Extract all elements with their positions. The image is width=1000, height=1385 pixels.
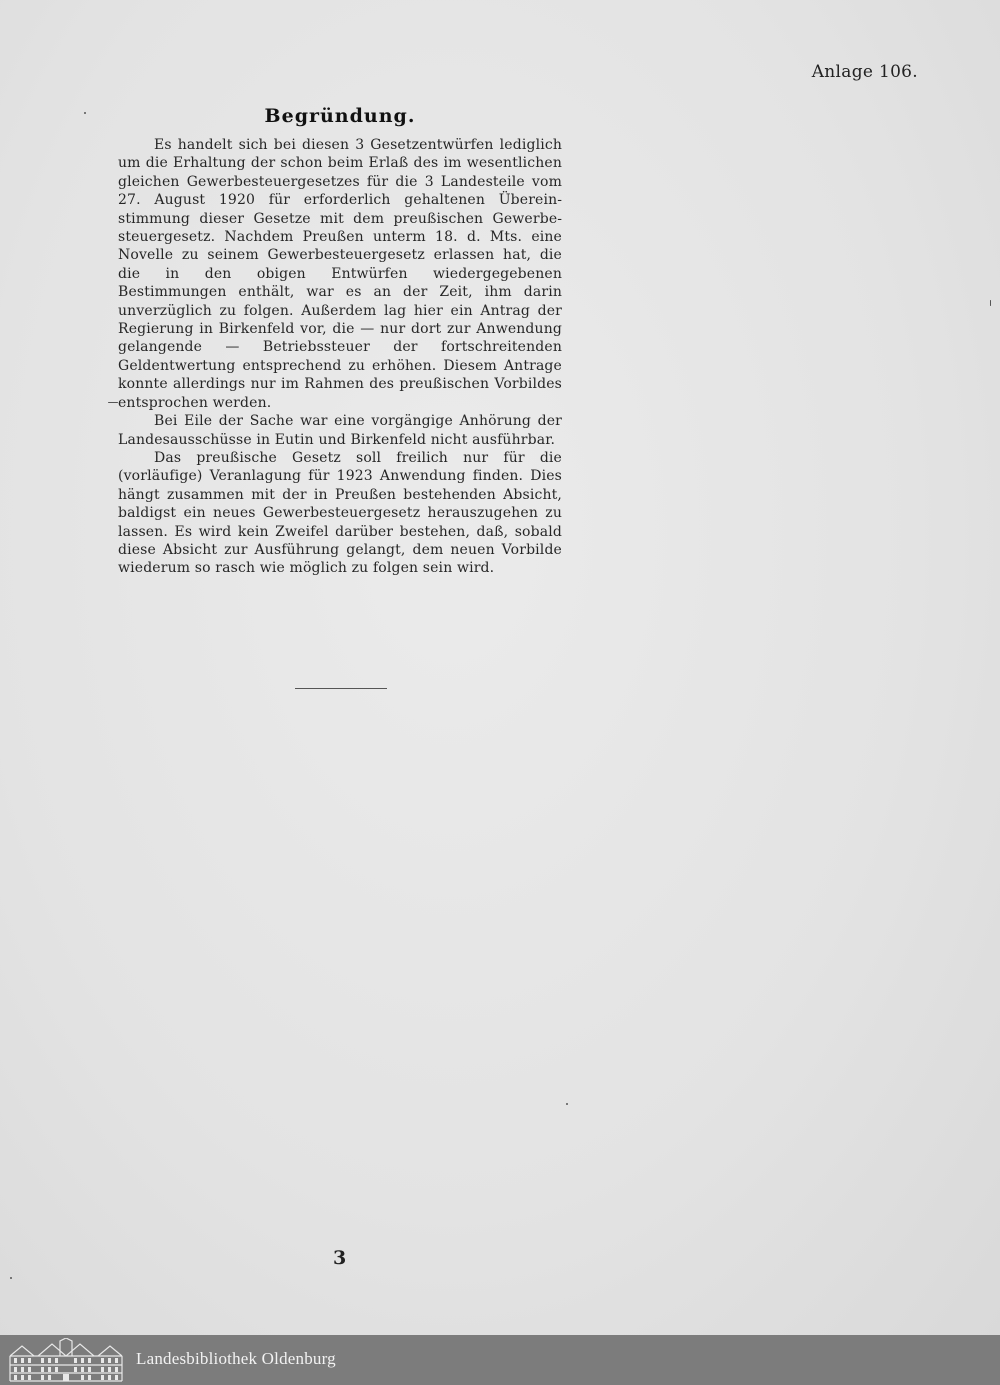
page-number: 3 — [333, 1247, 347, 1269]
scan-speck — [566, 1103, 568, 1105]
paragraph-1: Es handelt sich bei diesen 3 Gesetzentwürfen lediglich um die Erhaltung der schon beim Erlaß des im wesentlichen gleichen Gewerbesteuergesetzes für die 3 Landesteile vom 27. August 1920 für erforderlich gehaltenen Übereinstimmung dieser Gesetze mit dem preußischen Gewerbesteuergesetz. Nachdem Preußen unterm 18. d. Mts. eine Novelle zu seinem Gewerbesteuergesetz erlassen hat, die die in den obigen Entwürfen wiedergegebenen Bestimmungen enthält, war es an der Zeit, ihm darin unverzüglich zu folgen. Außerdem lag hier ein Antrag der Regierung in Birkenfeld vor, die — nur dort zur Anwendung gelangende — Betriebssteuer der fortschreitenden Geldentwertung entsprechend zu erhöhen. Diesem Antrage konnte allerdings nur im Rahmen des preußischen Vorbildes entsprochen werden. — [118, 137, 562, 411]
scan-speck — [108, 402, 118, 403]
annex-label: Anlage 106. — [811, 62, 918, 82]
paragraph-3: Das preußische Gesetz soll freilich nur für die (vorläufige) Veranlagung für 1923 Anwendung finden. Dies hängt zusammen mit der in Preußen bestehenden Absicht, baldigst ein neues Gewerbesteuergesetz herauszugehen zu lassen. Es wird kein Zweifel darüber bestehen, daß, sobald diese Absicht zur Ausführung gelangt, dem neuen Vorbilde wiederum so rasch wie möglich zu folgen sein wird. — [118, 449, 562, 577]
library-footer — [0, 1335, 1000, 1385]
paragraph-2: Bei Eile der Sache war eine vorgängige Anhörung der Landesausschüsse in Eutin und Birkenfeld nicht ausführbar. — [118, 413, 562, 448]
section-divider — [295, 688, 387, 689]
scan-speck — [84, 112, 86, 114]
scan-speck — [10, 1277, 12, 1279]
library-building-icon — [8, 1338, 124, 1382]
document-body — [118, 136, 562, 578]
scan-speck — [990, 300, 991, 306]
library-name: Landesbibliothek Oldenburg — [136, 1349, 336, 1368]
document-heading: Begründung. — [264, 105, 416, 127]
